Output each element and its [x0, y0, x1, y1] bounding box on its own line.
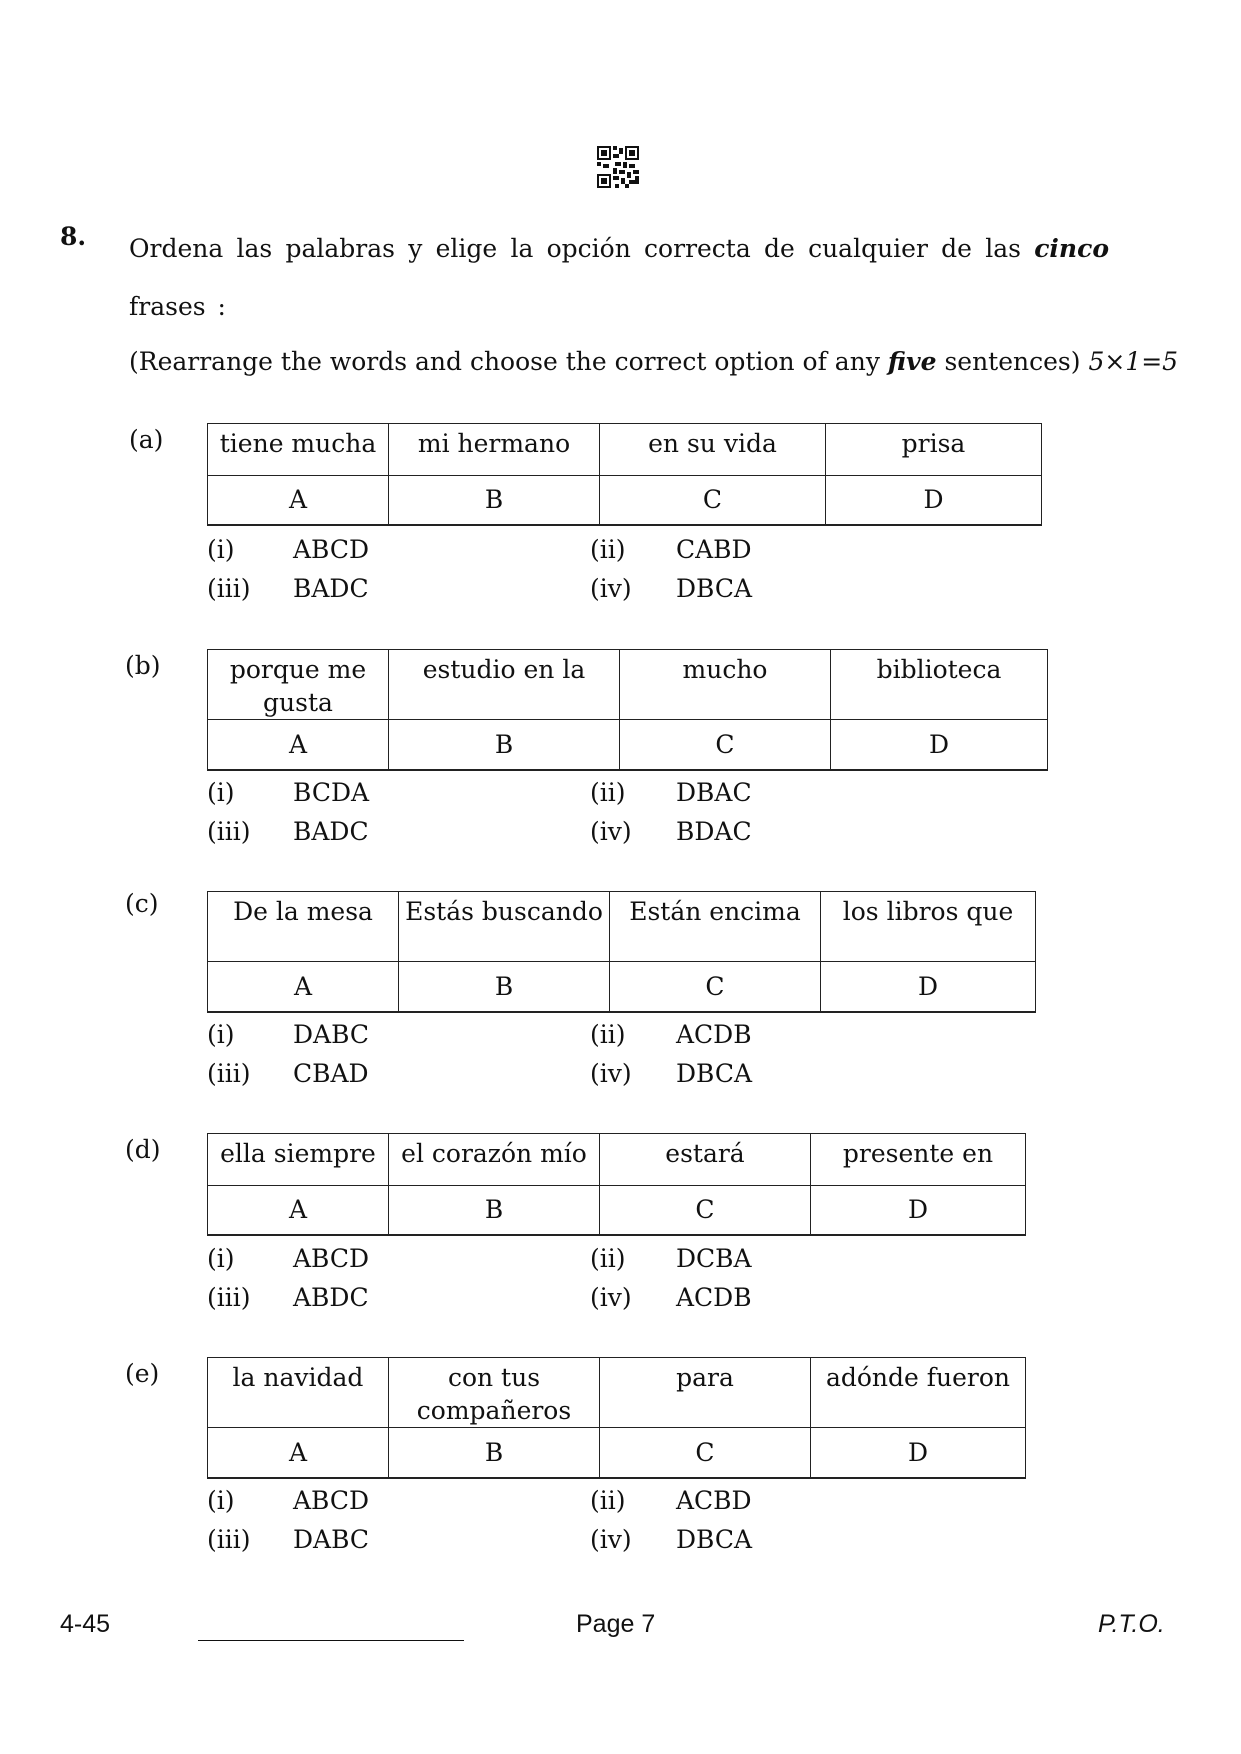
question-spanish-after: frases :: [129, 292, 226, 321]
footer-pto: P.T.O.: [1098, 1610, 1165, 1638]
letter-cell: A: [208, 1428, 389, 1478]
item-label: (e): [125, 1359, 160, 1388]
word-cell: estará: [600, 1134, 811, 1186]
item-label: (b): [125, 651, 161, 680]
question-spanish-bold: cinco: [1034, 234, 1109, 263]
option-number: (iv): [590, 1059, 632, 1088]
item-label: (d): [125, 1135, 161, 1164]
word-table: [207, 423, 1042, 526]
qr-code: [597, 146, 639, 188]
question-text-english: [129, 347, 1178, 376]
option-number: (iii): [207, 1283, 251, 1312]
letter-cell: A: [208, 476, 389, 525]
word-cell: presente en: [811, 1134, 1026, 1186]
letter-cell: A: [208, 962, 399, 1012]
letter-cell: A: [208, 1186, 389, 1235]
option-value: ACDB: [676, 1020, 752, 1049]
letter-cell: D: [811, 1186, 1026, 1235]
letter-cell: B: [389, 1186, 600, 1235]
option-number: (iv): [590, 1283, 632, 1312]
footer-code: 4-45: [60, 1610, 111, 1638]
word-cell: en su vida: [600, 424, 826, 476]
word-cell: mi hermano: [389, 424, 600, 476]
option-value: DBAC: [676, 778, 752, 807]
word-cell: Están encima: [610, 892, 821, 962]
word-cell: De la mesa: [208, 892, 399, 962]
word-cell: Estás buscando: [399, 892, 610, 962]
letter-cell: B: [389, 476, 600, 525]
word-cell: ella siempre: [208, 1134, 389, 1186]
letter-cell: D: [821, 962, 1036, 1012]
option-number: (ii): [590, 535, 626, 564]
letter-cell: C: [620, 720, 831, 770]
option-number: (iv): [590, 1525, 632, 1554]
word-cell: mucho: [620, 650, 831, 720]
letter-cell: C: [600, 476, 826, 525]
item-label: (c): [125, 889, 159, 918]
word-cell: la navidad: [208, 1358, 389, 1428]
option-value: DBCA: [676, 1059, 753, 1088]
word-cell: el corazón mío: [389, 1134, 600, 1186]
option-number: (iv): [590, 574, 632, 603]
option-number: (i): [207, 1020, 235, 1049]
option-value: DBCA: [676, 574, 753, 603]
option-number: (iv): [590, 817, 632, 846]
letter-cell: D: [826, 476, 1042, 525]
question-spanish-before: Ordena las palabras y elige la opción correcta de cualquier de las: [129, 234, 1035, 263]
option-number: (ii): [590, 1244, 626, 1273]
option-number: (ii): [590, 1020, 626, 1049]
option-value: DABC: [293, 1020, 370, 1049]
question-english-bold: five: [887, 347, 937, 376]
question-english-after: sentences): [936, 347, 1081, 376]
letter-cell: C: [600, 1428, 811, 1478]
word-cell: tiene mucha: [208, 424, 389, 476]
footer-divider: [198, 1640, 464, 1641]
option-number: (i): [207, 535, 235, 564]
word-table: [207, 649, 1048, 771]
option-value: BADC: [293, 817, 369, 846]
option-value: ABCD: [293, 1244, 370, 1273]
option-number: (iii): [207, 1525, 251, 1554]
option-value: CBAD: [293, 1059, 369, 1088]
word-cell: biblioteca: [831, 650, 1048, 720]
footer-page-number: Page 7: [576, 1610, 656, 1638]
word-table: [207, 1357, 1026, 1479]
word-cell: porque me gusta: [208, 650, 389, 720]
option-value: BADC: [293, 574, 369, 603]
letter-cell: B: [389, 1428, 600, 1478]
word-cell: estudio en la: [389, 650, 620, 720]
option-value: ABCD: [293, 1486, 370, 1515]
letter-cell: C: [600, 1186, 811, 1235]
option-value: BDAC: [676, 817, 752, 846]
option-value: DABC: [293, 1525, 370, 1554]
option-number: (iii): [207, 817, 251, 846]
letter-cell: D: [831, 720, 1048, 770]
question-number: 8.: [60, 222, 87, 251]
option-number: (i): [207, 778, 235, 807]
word-cell: prisa: [826, 424, 1042, 476]
option-value: DCBA: [676, 1244, 752, 1273]
letter-cell: D: [811, 1428, 1026, 1478]
option-value: CABD: [676, 535, 752, 564]
word-cell: adónde fueron: [811, 1358, 1026, 1428]
letter-cell: C: [610, 962, 821, 1012]
option-value: ABCD: [293, 535, 370, 564]
question-text-spanish: [129, 220, 1109, 336]
word-cell: para: [600, 1358, 811, 1428]
question-marks: 5×1=5: [1088, 347, 1179, 376]
option-number: (ii): [590, 778, 626, 807]
option-value: ABDC: [293, 1283, 369, 1312]
option-value: ACBD: [676, 1486, 752, 1515]
word-cell: los libros que: [821, 892, 1036, 962]
option-number: (iii): [207, 574, 251, 603]
letter-cell: A: [208, 720, 389, 770]
word-table: [207, 1133, 1026, 1236]
option-value: BCDA: [293, 778, 370, 807]
question-english-before: (Rearrange the words and choose the correct option of any: [129, 347, 888, 376]
option-number: (i): [207, 1244, 235, 1273]
letter-cell: B: [399, 962, 610, 1012]
word-cell: con tus compañeros: [389, 1358, 600, 1428]
option-number: (iii): [207, 1059, 251, 1088]
item-label: (a): [129, 425, 164, 454]
option-value: DBCA: [676, 1525, 753, 1554]
option-number: (ii): [590, 1486, 626, 1515]
word-table: [207, 891, 1036, 1013]
option-number: (i): [207, 1486, 235, 1515]
option-value: ACDB: [676, 1283, 752, 1312]
letter-cell: B: [389, 720, 620, 770]
